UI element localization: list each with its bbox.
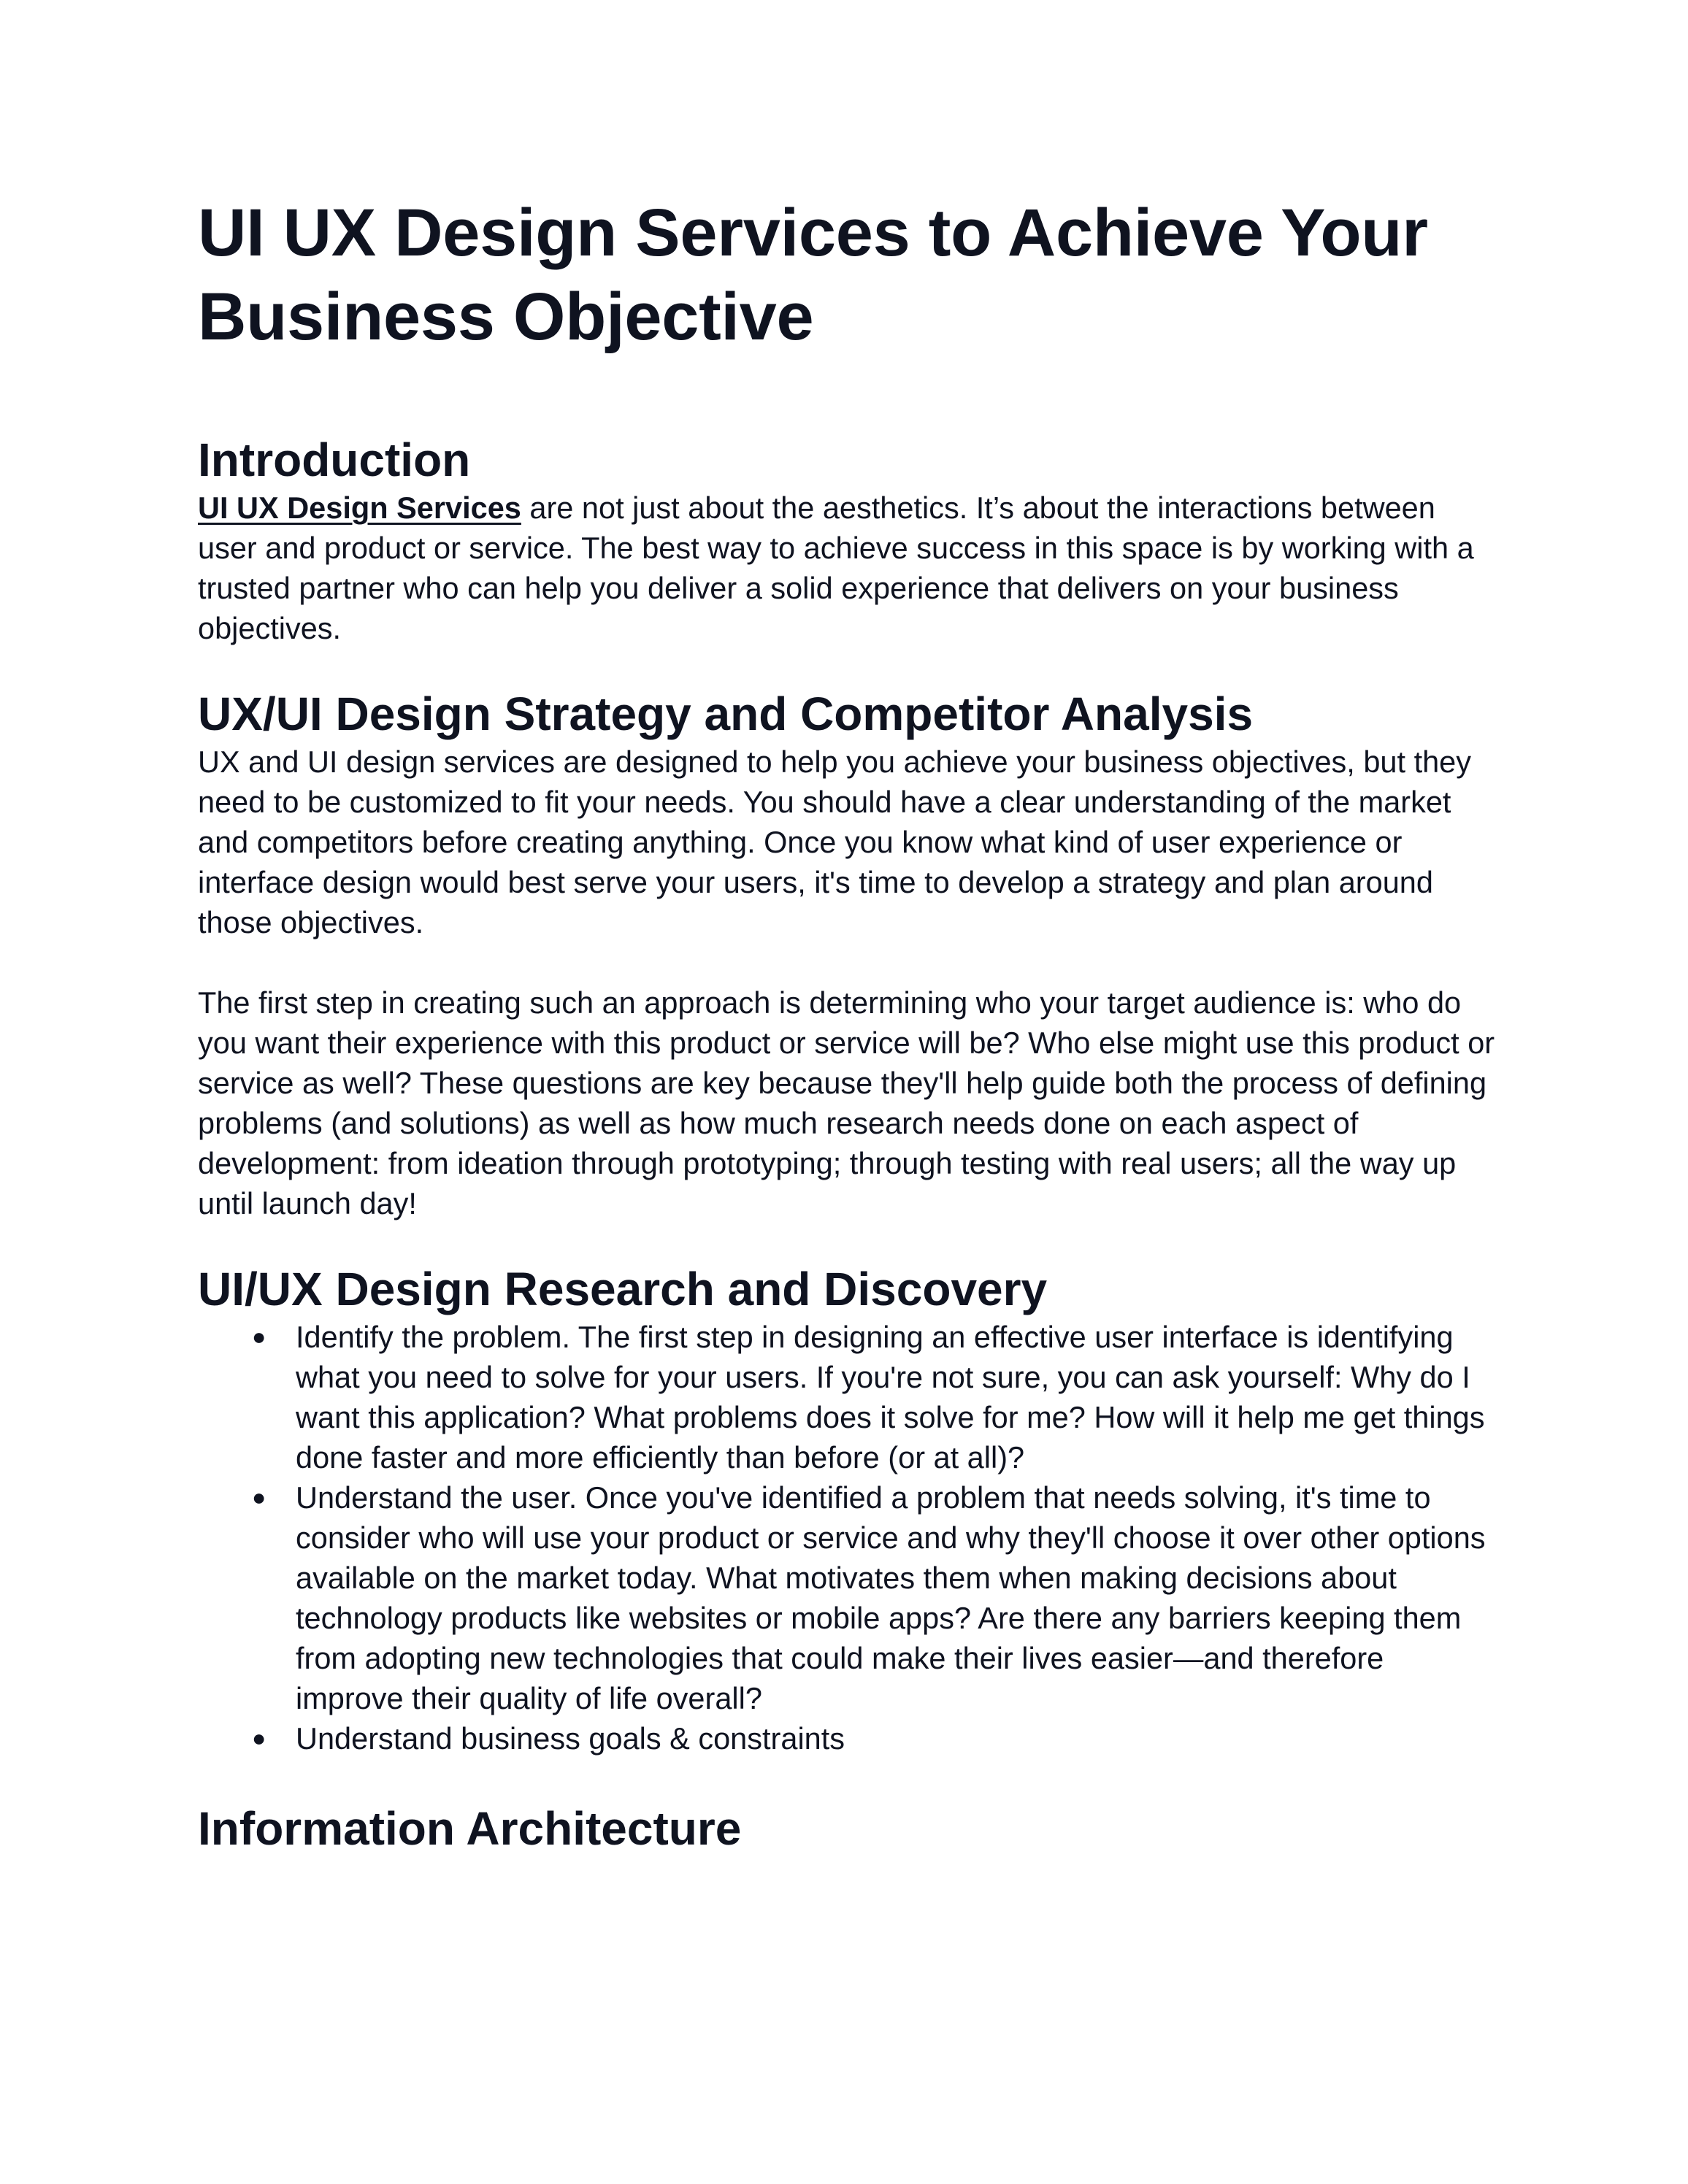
bullet-icon: ● [252,1323,266,1350]
list-item [198,1718,1497,1758]
research-bullet-list [198,1317,1497,1758]
strategy-paragraph-2: The first step in creating such an approach is determining who your target audience is: who do you want their experience with this product or service will be? Who else might use this product or service as well? These questions are key because they'll help guide both the process of defining problems (and solutions) as well as how much research needs done on each aspect of development: from ideation through prototyping; through testing with real users; all the way up until launch day! [198,985,1495,1220]
list-item-text: Understand the user. Once you've identified a problem that needs solving, it's time to consider who will use your product or service and why they'll choose it over other options available on the market today. What motivates them when making decisions about technology products like websites or mobile apps? Are there any barriers keeping them from adopting new technologies that could make their lives easier—and therefore improve their quality of life overall? [296,1480,1486,1715]
heading-introduction: Introduction [198,434,471,486]
ui-ux-design-services-link[interactable]: UI UX Design Services [198,491,521,525]
introduction-paragraph [198,488,1497,648]
introduction-paragraph-text: are not just about the aesthetics. It’s about the interactions between user and product or service. The best way to achieve success in this space is by working with a trusted partner who can help you deliver a solid experience that delivers on your business objectives. [198,491,1474,645]
list-item [198,1477,1497,1718]
heading-research: UI/UX Design Research and Discovery [198,1263,1048,1315]
bullet-icon: ● [252,1484,266,1510]
strategy-paragraph-1: UX and UI design services are designed to help you achieve your business objectives, but they need to be customized to fit your needs. You should have a clear understanding of the market and competitors before creating anything. Once you know what kind of user experience or interface design would best serve your users, it's time to develop a strategy and plan around those objectives. [198,745,1472,939]
document-content [198,191,1497,1856]
bullet-icon: ● [252,1725,266,1751]
heading-information-architecture: Information Architecture [198,1802,742,1855]
list-item [198,1317,1497,1477]
heading-strategy: UX/UI Design Strategy and Competitor Analysis [198,688,1254,740]
list-item-text: Identify the problem. The first step in designing an effective user interface is identifying what you need to solve for your users. If you're not sure, you can ask yourself: Why do I want this application? What problems does it solve for me? How will it help me get things done faster and more efficiently than before (or at all)? [296,1320,1485,1474]
list-item-text: Understand business goals & constraints [296,1721,845,1756]
page-title: UI UX Design Services to Achieve Your Business Objective [198,196,1428,354]
